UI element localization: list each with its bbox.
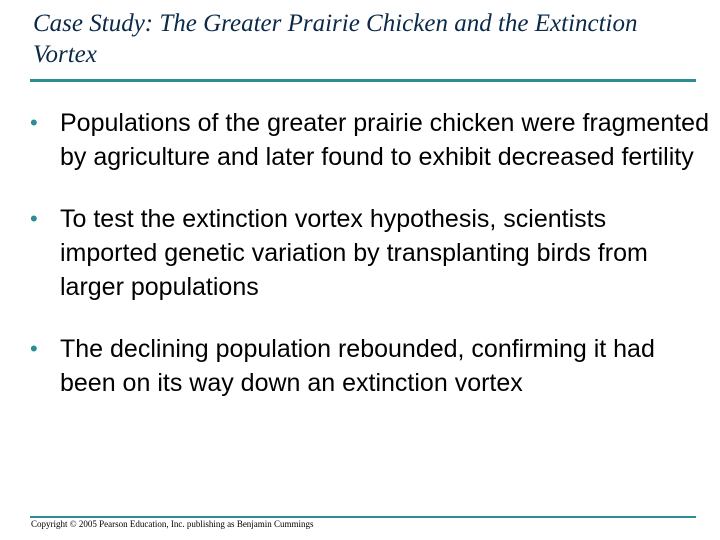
- copyright-notice: Copyright © 2005 Pearson Education, Inc. publishing as Benjamin Cummings: [31, 519, 314, 529]
- bullet-icon: •: [30, 110, 38, 135]
- bullet-list: [30, 106, 710, 428]
- bullet-item: [30, 332, 710, 400]
- bullet-icon: •: [30, 336, 38, 361]
- bullet-text: The declining population rebounded, confirming it had been on its way down an extinction vortex: [60, 335, 655, 397]
- bullet-text: To test the extinction vortex hypothesis, scientists imported genetic variation by transplanting birds from larger populations: [60, 205, 648, 301]
- bullet-text: Populations of the greater prairie chicken were fragmented by agriculture and later found to exhibit decreased fertility: [60, 109, 709, 171]
- bullet-item: [30, 202, 710, 304]
- bullet-item: [30, 106, 710, 174]
- footer-divider: [30, 516, 696, 518]
- title-divider: [30, 79, 696, 82]
- slide-title: Case Study: The Greater Prairie Chicken and the Extinction Vortex: [33, 10, 638, 68]
- bullet-icon: •: [30, 206, 38, 231]
